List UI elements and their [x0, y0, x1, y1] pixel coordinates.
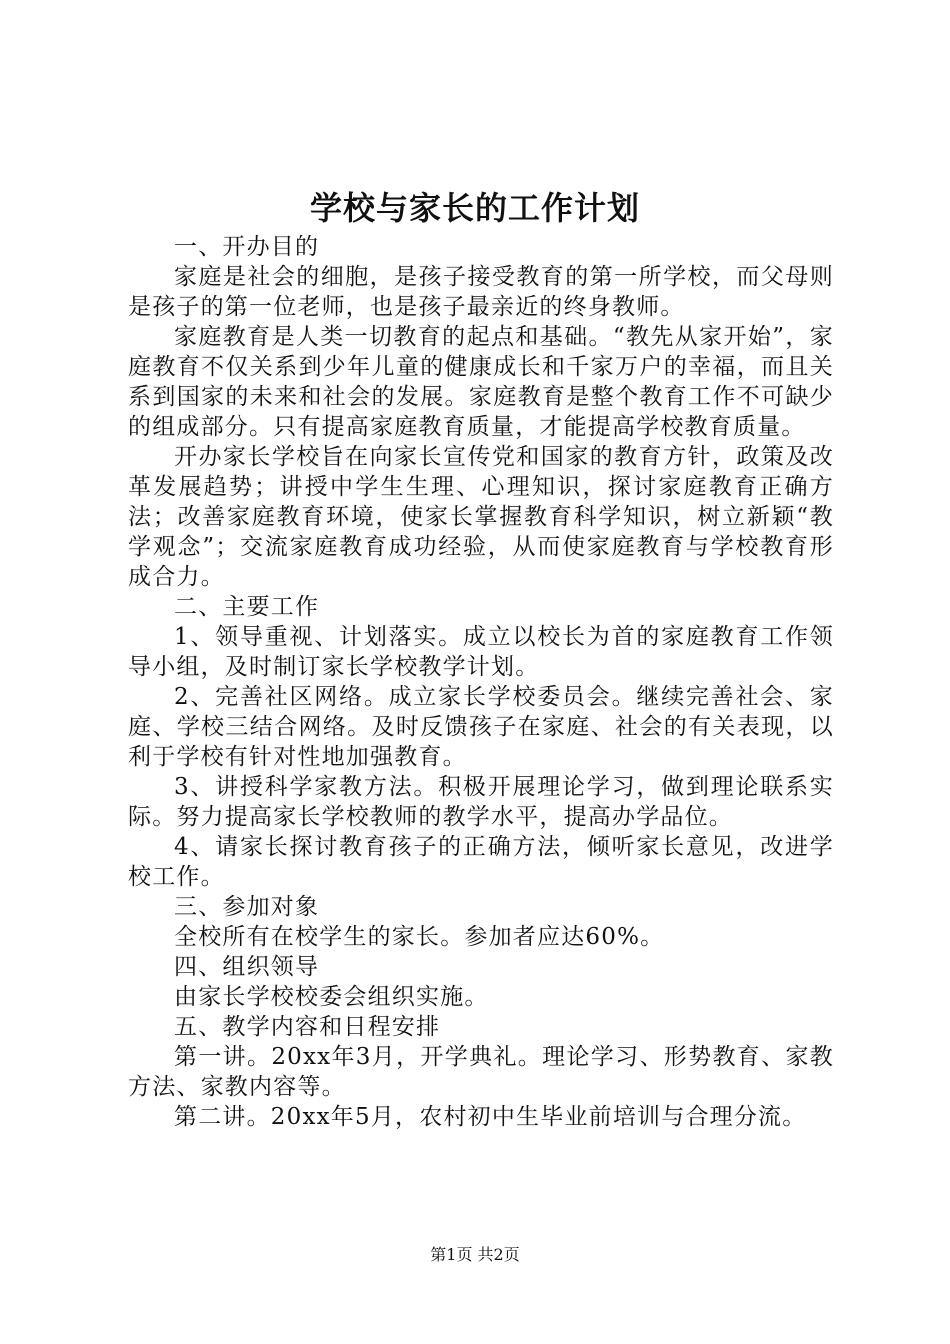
- list-item: 2、完善社区网络。成立家长学校委员会。继续完善社会、家庭、学校三结合网络。及时反馈孩子在家庭、社会的有关表现，以利于学校有针对性地加强教育。: [128, 684, 834, 770]
- schedule-item: 第二讲。20xx年5月，农村初中生毕业前培训与合理分流。: [174, 1104, 807, 1130]
- page-footer: 第1页 共2页: [430, 1245, 520, 1264]
- list-item: 4、请家长探讨教育孩子的正确方法，倾听家长意见，改进学校工作。: [128, 834, 834, 890]
- paragraph: 开办家长学校旨在向家长宣传党和国家的教育方针，政策及改革发展趋势；讲授中学生生理、心理知识，探讨家庭教育正确方法；改善家庭教育环境，使家长掌握教育科学知识，树立新颖“教学观念”；交流家庭教育成功经验，从而使家庭教育与学校教育形成合力。: [128, 444, 834, 590]
- heading-organization: 四、组织领导: [174, 954, 320, 980]
- heading-schedule: 五、教学内容和日程安排: [174, 1014, 441, 1040]
- list-item: 1、领导重视、计划落实。成立以校长为首的家庭教育工作领导小组，及时制订家长学校教学计划。: [128, 624, 834, 680]
- heading-purpose: 一、开办目的: [174, 234, 320, 260]
- paragraph: 家庭是社会的细胞，是孩子接受教育的第一所学校，而父母则是孩子的第一位老师，也是孩子最亲近的终身教师。: [128, 264, 834, 320]
- list-item: 3、讲授科学家教方法。积极开展理论学习，做到理论联系实际。努力提高家长学校教师的教学水平，提高办学品位。: [128, 774, 834, 830]
- paragraph: 由家长学校校委会组织实施。: [174, 984, 489, 1010]
- heading-main-work: 二、主要工作: [174, 594, 320, 620]
- document-body: [128, 232, 834, 1132]
- paragraph: 全校所有在校学生的家长。参加者应达60%。: [174, 924, 665, 950]
- heading-participants: 三、参加对象: [174, 894, 320, 920]
- paragraph: 家庭教育是人类一切教育的起点和基础。“教先从家开始”，家庭教育不仅关系到少年儿童的健康成长和千家万户的幸福，而且关系到国家的未来和社会的发展。家庭教育是整个教育工作不可缺少的组成部分。只有提高家庭教育质量，才能提高学校教育质量。: [128, 324, 834, 440]
- document-title: 学校与家长的工作计划: [309, 189, 640, 227]
- schedule-item: 第一讲。20xx年3月，开学典礼。理论学习、形势教育、家教方法、家教内容等。: [128, 1044, 834, 1100]
